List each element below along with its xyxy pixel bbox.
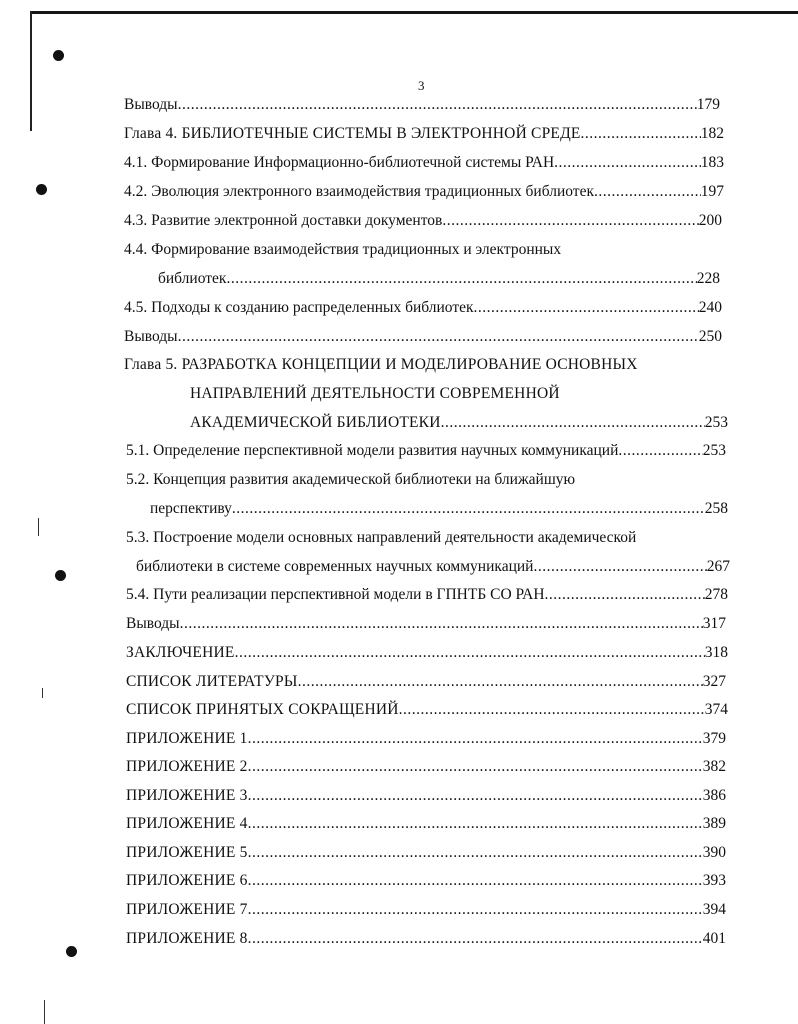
toc-entry-title: ПРИЛОЖЕНИЕ 2 [126,758,248,775]
toc-entry [126,786,726,806]
leader-dots [248,929,703,949]
scan-mark [42,688,43,698]
leader-dots [178,327,699,347]
toc-entry-title: ПРИЛОЖЕНИЕ 4 [126,815,248,832]
toc-entry [126,814,726,834]
toc-entry [126,843,726,863]
toc-entry-title-line: 4.4. Формирование взаимодействия традиционных и электронных [124,241,562,258]
toc-entry-title-line: НАПРАВЛЕНИЙ ДЕЯТЕЛЬНОСТИ СОВРЕМЕННОЙ [190,385,560,402]
toc-entry-page: 182 [700,125,724,142]
toc-entry [126,900,726,920]
leader-dots [248,871,703,891]
toc-entry [126,757,726,777]
toc-entry-page: 389 [702,815,726,832]
leader-dots [533,557,706,577]
leader-dots [248,843,703,863]
toc-entry [124,95,720,115]
toc-entry-title: 5.4. Пути реализации перспективной модели в ГПНТБ СО РАН [126,586,545,603]
toc-entry [124,327,722,347]
punch-hole [55,570,66,581]
scan-border-top [30,11,798,14]
toc-entry-title: 5.1. Определение перспективной модели развития научных коммуникаций [126,442,619,459]
toc-entry-page: 267 [706,558,730,575]
scan-border-left [30,11,32,131]
toc-entry-title: ПРИЛОЖЕНИЕ 8 [126,930,248,947]
toc-entry [126,871,726,891]
leader-dots [248,729,703,749]
leader-dots [399,700,705,720]
toc-entry-page: 318 [704,644,728,661]
toc-entry-title: АКАДЕМИЧЕСКОЙ БИБЛИОТЕКИ [190,414,441,431]
toc-entry-title-line: 5.3. Построение модели основных направлений деятельности академической [126,529,637,546]
leader-dots [298,672,703,692]
toc-entry [124,124,724,144]
toc-entry-title: ЗАКЛЮЧЕНИЕ [126,644,235,661]
toc-entry-page: 327 [702,673,726,690]
toc-entry-page: 250 [698,328,722,345]
toc-entry-page: 183 [700,154,724,171]
scan-mark [38,518,39,536]
leader-dots [178,95,697,115]
leader-dots [442,211,698,231]
toc-entry [136,557,730,577]
leader-dots [594,182,701,202]
toc-entry-title: 4.5. Подходы к созданию распределенных библиотек [124,299,474,316]
leader-dots [248,757,703,777]
toc-entry-page: 228 [696,270,720,287]
toc-entry-title: Выводы [124,328,178,345]
leader-dots [618,441,702,461]
toc-entry-page: 258 [704,500,728,517]
toc-entry-page: 200 [698,212,722,229]
toc-entry [190,413,728,433]
toc-entry-page: 379 [702,730,726,747]
toc-entry-page: 390 [702,844,726,861]
toc-entry [158,269,720,289]
toc-entry-page: 317 [702,615,726,632]
toc-entry-title: 4.3. Развитие электронной доставки документов [124,212,443,229]
leader-dots [554,153,701,173]
toc-entry [124,298,722,318]
leader-dots [474,298,699,318]
toc-entry-title: Выводы [126,615,180,632]
toc-entry-page: 386 [702,787,726,804]
leader-dots [248,900,703,920]
toc-entry-page: 179 [696,96,720,113]
toc-entry-title: ПРИЛОЖЕНИЕ 7 [126,901,248,918]
leader-dots [581,124,701,144]
toc-entry-page: 197 [700,183,724,200]
leader-dots [180,614,703,634]
scan-border-left-lower [44,1000,45,1024]
punch-hole [53,50,64,61]
toc-entry [126,441,726,461]
toc-entry-title: ПРИЛОЖЕНИЕ 3 [126,787,248,804]
toc-entry-title: ПРИЛОЖЕНИЕ 1 [126,730,248,747]
toc-entry [150,499,728,519]
leader-dots [248,786,703,806]
toc-entry-title: библиотек [158,270,227,287]
toc-entry-title: 4.1. Формирование Информационно-библиотечной системы РАН [124,154,555,171]
leader-dots [441,413,705,433]
toc-entry [126,672,726,692]
toc-entry [126,700,728,720]
toc-entry [126,929,726,949]
toc-entry-page: 253 [702,442,726,459]
toc-entry-page: 278 [704,586,728,603]
leader-dots [235,643,705,663]
toc-entry-title-line: 5.2. Концепция развития академической библиотеки на ближайшую [126,471,576,488]
toc-entry-title-line: Глава 5. РАЗРАБОТКА КОНЦЕПЦИИ И МОДЕЛИРОВАНИЕ ОСНОВНЫХ [124,356,638,373]
toc-entry [126,643,728,663]
toc-entry-page: 401 [702,930,726,947]
toc-entry-title: СПИСОК ПРИНЯТЫХ СОКРАЩЕНИЙ [126,701,399,718]
toc-entry-page: 253 [704,414,728,431]
toc-entry-title: Выводы [124,96,178,113]
toc-entry-page: 382 [702,758,726,775]
toc-entry-title: перспективу [150,500,232,517]
toc-entry-page: 374 [704,701,728,718]
toc-entry-title: ПРИЛОЖЕНИЕ 5 [126,844,248,861]
leader-dots [232,499,705,519]
toc-entry [124,153,724,173]
toc-entry-page: 393 [702,872,726,889]
toc-entry-title: библиотеки в системе современных научных коммуникаций [136,558,534,575]
toc-entry-title: Глава 4. БИБЛИОТЕЧНЫЕ СИСТЕМЫ В ЭЛЕКТРОННОЙ СРЕДЕ [124,125,581,142]
punch-hole [36,184,47,195]
leader-dots [248,814,703,834]
leader-dots [545,585,705,605]
leader-dots [226,269,696,289]
punch-hole [66,946,77,957]
toc-entry [124,211,722,231]
toc-entry-title: СПИСОК ЛИТЕРАТУРЫ [126,673,298,690]
toc-entry-title: ПРИЛОЖЕНИЕ 6 [126,872,248,889]
toc-entry-title: 4.2. Эволюция электронного взаимодействия традиционных библиотек [124,183,594,200]
toc-entry [126,614,726,634]
page-number: 3 [418,78,425,93]
toc-entry [126,729,726,749]
toc-entry-page: 240 [698,299,722,316]
toc-entry [126,585,728,605]
toc-entry-page: 394 [702,901,726,918]
toc-entry [124,182,724,202]
